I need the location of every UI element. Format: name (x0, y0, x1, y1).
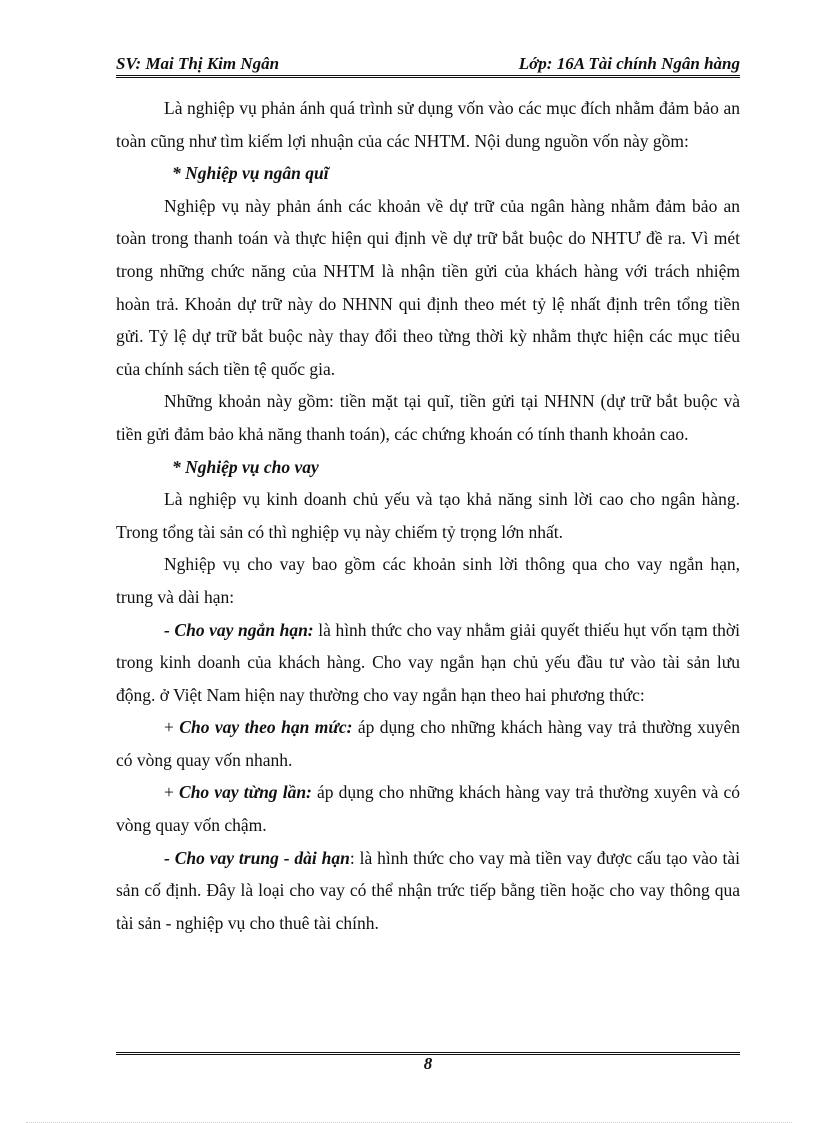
single-loan-prefix: + (164, 782, 180, 803)
short-term-label: - Cho vay ngắn hạn: (164, 619, 314, 640)
credit-line-prefix: + (164, 717, 180, 738)
header-student-name: SV: Mai Thị Kim Ngân (116, 54, 280, 73)
document-body (116, 92, 740, 939)
paragraph-khoan-gom: Những khoản này gồm: tiền mặt tại quĩ, tiền gửi tại NHNN (dự trữ bắt buộc và tiền gửi đảm bảo khả năng thanh toán), các chứng khoán có tính thanh khoản cao. (116, 391, 740, 444)
heading-ngan-qui: * Nghiệp vụ ngân quĩ (172, 163, 329, 184)
paragraph-intro: Là nghiệp vụ phản ánh quá trình sử dụng vốn vào các mục đích nhằm đảm bảo an toàn cũng như tìm kiếm lợi nhuận của các NHTM. Nội dung nguồn vốn này gồm: (116, 98, 740, 151)
paragraph-ngan-qui: Nghiệp vụ này phản ánh các khoản về dự trữ của ngân hàng nhằm đảm bảo an toàn trong thanh toán và thực hiện qui định về dự trữ bắt buộc do NHTƯ đề ra. Vì mét trong những chức năng của NHTM là nhận tiền gửi của khách hàng với trách nhiệm hoàn trả. Khoản dự trữ này do NHNN qui định theo mét tỷ lệ nhất định trên tổng tiền gửi. Tỷ lệ dự trữ bắt buộc này thay đổi theo từng thời kỳ nhằm thực hiện các mục tiêu của chính sách tiền tệ quốc gia. (116, 195, 740, 379)
paragraph-cho-vay-types: Nghiệp vụ cho vay bao gồm các khoản sinh lời thông qua cho vay ngắn hạn, trung và dài hạn: (116, 554, 740, 607)
single-loan-text: áp dụng cho những khách hàng vay trả thường xuyên và có vòng quay vốn chậm. (116, 782, 740, 836)
single-loan-label: Cho vay từng lần: (179, 782, 312, 803)
page-number: 8 (423, 1054, 433, 1073)
paragraph-cho-vay-intro: Là nghiệp vụ kinh doanh chủ yếu và tạo khả năng sinh lời cao cho ngân hàng. Trong tổng tài sản có thì nghiệp vụ này chiếm tỷ trọng lớn nhất. (116, 489, 740, 542)
paragraph-credit-line (116, 711, 740, 776)
page-header (116, 50, 740, 74)
paragraph-long-term (116, 842, 740, 940)
long-term-text: : là hình thức cho vay mà tiền vay được cấu tạo vào tài sản cố định. Đây là loại cho vay có thể nhận trức tiếp bằng tiền hoặc cho vay thông qua tài sản - nghiệp vụ cho thuê tài chính. (116, 847, 740, 933)
long-term-label: - Cho vay trung - dài hạn (164, 847, 350, 868)
heading-cho-vay: * Nghiệp vụ cho vay (172, 456, 319, 477)
credit-line-label: Cho vay theo hạn mức: (179, 717, 353, 738)
short-term-text: là hình thức cho vay nhằm giải quyết thiếu hụt vốn tạm thời trong kinh doanh của khách hàng. Cho vay ngắn hạn chủ yếu đầu tư vào tài sản lưu động. ở Việt Nam hiện nay thường cho vay ngắn hạn theo hai phương thức: (116, 619, 741, 705)
paragraph-single-loan (116, 776, 740, 841)
paragraph-short-term (116, 614, 740, 712)
header-class-name: Lớp: 16A Tài chính Ngân hàng (518, 54, 740, 73)
credit-line-text: áp dụng cho những khách hàng vay trả thường xuyên có vòng quay vốn nhanh. (116, 717, 740, 770)
header-divider (116, 75, 740, 78)
